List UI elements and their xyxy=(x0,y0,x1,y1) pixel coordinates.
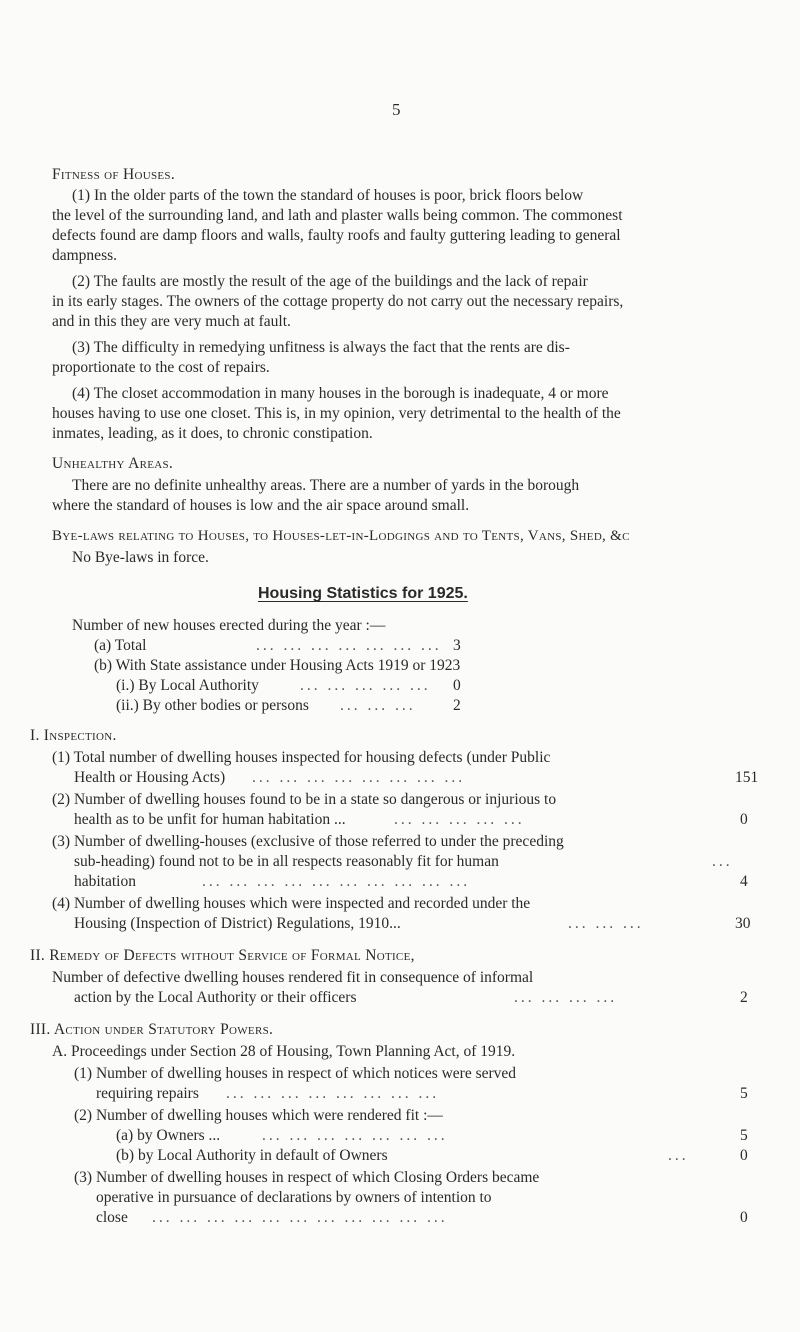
fitness-p3-line1: (3) The difficulty in remedying unfitness is always the fact that the rents are dis- xyxy=(72,339,570,356)
by-other-bodies-label: (ii.) By other bodies or persons xyxy=(116,697,309,714)
action-q1-value: 5 xyxy=(740,1085,748,1102)
inspection-q2-value: 0 xyxy=(740,811,748,828)
leader-dots: ... xyxy=(668,1147,689,1164)
fitness-p4-line1: (4) The closet accommodation in many houses in the borough is inadequate, 4 or more xyxy=(72,385,609,402)
action-q2-line: (2) Number of dwelling houses which were rendered fit :— xyxy=(74,1107,443,1124)
housing-statistics-title: Housing Statistics for 1925. xyxy=(258,585,468,602)
fitness-p1-line1: (1) In the older parts of the town the standard of houses is poor, brick floors below xyxy=(72,187,584,204)
action-q2a-label: (a) by Owners ... xyxy=(116,1127,221,1144)
action-q3-line2: operative in pursuance of declarations by owners of intention to xyxy=(96,1189,492,1206)
fitness-p1-line4: dampness. xyxy=(52,247,118,264)
leader-dots: ... ... ... xyxy=(340,697,416,714)
inspection-q2-line1: (2) Number of dwelling houses found to be in a state so dangerous or injurious to xyxy=(52,791,557,808)
leader-dots: ... ... ... ... xyxy=(514,989,618,1006)
unhealthy-line1: There are no definite unhealthy areas. There are a number of yards in the borough xyxy=(72,477,580,494)
leader-dots: ... ... ... ... ... ... ... xyxy=(262,1127,448,1144)
byelaws-line: No Bye-laws in force. xyxy=(72,549,209,566)
leader-dots: ... ... ... ... ... xyxy=(300,677,431,694)
by-other-bodies-value: 2 xyxy=(453,697,461,714)
page-number: 5 xyxy=(392,100,401,119)
fitness-p2-line2: in its early stages. The owners of the cottage property do not carry out the necessary repairs, xyxy=(52,293,624,310)
inspection-q3-line3: habitation xyxy=(74,873,136,890)
remedy-value: 2 xyxy=(740,989,748,1006)
by-local-authority-value: 0 xyxy=(453,677,461,694)
fitness-p4-line2: houses having to use one closet. This is, in my opinion, very detrimental to the health of the xyxy=(52,405,621,422)
fitness-p2-line1: (2) The faults are mostly the result of the age of the buildings and the lack of repair xyxy=(72,273,588,290)
fitness-p2-line3: and in this they are very much at fault. xyxy=(52,313,291,330)
inspection-q3-value: 4 xyxy=(740,873,748,890)
byelaws-heading: Bye-laws relating to Houses, to Houses-let-in-Lodgings and to Tents, Vans, Shed, &c xyxy=(52,528,630,544)
new-houses-total-label: (a) Total xyxy=(94,637,147,654)
leader-dots: ... ... ... ... ... ... ... ... ... ... xyxy=(202,873,471,890)
leader-dots: ... ... ... ... ... ... ... ... xyxy=(226,1085,440,1102)
inspection-q4-line1: (4) Number of dwelling houses which were inspected and recorded under the xyxy=(52,895,531,912)
state-assistance-label: (b) With State assistance under Housing Acts 1919 or 1923 xyxy=(94,657,461,674)
inspection-q1-line2: Health or Housing Acts) xyxy=(74,769,226,786)
fitness-heading: Fitness of Houses. xyxy=(52,166,176,183)
leader-dots: ... ... ... ... ... ... ... ... ... ... ... xyxy=(152,1209,448,1226)
fitness-p4-line3: inmates, leading, as it does, to chronic constipation. xyxy=(52,425,373,442)
action-q2a-value: 5 xyxy=(740,1127,748,1144)
inspection-q2-line2: health as to be unfit for human habitation ... xyxy=(74,811,346,828)
action-q3-value: 0 xyxy=(740,1209,748,1226)
inspection-q3-line1: (3) Number of dwelling-houses (exclusive of those referred to under the preceding xyxy=(52,833,564,850)
action-q3-line1: (3) Number of dwelling houses in respect of which Closing Orders became xyxy=(74,1169,540,1186)
new-houses-total-value: 3 xyxy=(453,637,461,654)
action-q3-line3: close xyxy=(96,1209,128,1226)
fitness-p1-line3: defects found are damp floors and walls, faulty roofs and faulty guttering leading to general xyxy=(52,227,621,244)
remedy-line2: action by the Local Authority or their officers xyxy=(74,989,357,1006)
inspection-q4-value: 30 xyxy=(735,915,751,932)
fitness-p3-line2: proportionate to the cost of repairs. xyxy=(52,359,270,376)
inspection-q1-line1: (1) Total number of dwelling houses inspected for housing defects (under Public xyxy=(52,749,551,766)
unhealthy-heading: Unhealthy Areas. xyxy=(52,455,174,472)
unhealthy-line2: where the standard of houses is low and the air space around small. xyxy=(52,497,470,514)
leader-dots: ... ... ... ... ... ... ... xyxy=(256,637,442,654)
action-a-line: A. Proceedings under Section 28 of Housing, Town Planning Act, of 1919. xyxy=(52,1043,516,1060)
action-heading: III. Action under Statutory Powers. xyxy=(30,1021,274,1038)
new-houses-intro: Number of new houses erected during the year :— xyxy=(72,617,386,634)
inspection-q1-value: 151 xyxy=(735,769,759,786)
leader-dots: ... xyxy=(712,853,733,870)
leader-dots: ... ... ... xyxy=(568,915,644,932)
action-q2b-label: (b) by Local Authority in default of Owners xyxy=(116,1147,388,1164)
by-local-authority-label: (i.) By Local Authority xyxy=(116,677,259,694)
leader-dots: ... ... ... ... ... xyxy=(394,811,525,828)
remedy-heading: II. Remedy of Defects without Service of Formal Notice, xyxy=(30,947,415,964)
inspection-q4-line2: Housing (Inspection of District) Regulations, 1910... xyxy=(74,915,401,932)
inspection-heading: I. Inspection. xyxy=(30,727,117,744)
fitness-p1-line2: the level of the surrounding land, and lath and plaster walls being common. The commonest xyxy=(52,207,623,224)
action-q2b-value: 0 xyxy=(740,1147,748,1164)
inspection-q3-line2: sub-heading) found not to be in all respects reasonably fit for human xyxy=(74,853,499,870)
action-q1-line2: requiring repairs xyxy=(96,1085,199,1102)
leader-dots: ... ... ... ... ... ... ... ... xyxy=(252,769,466,786)
remedy-line1: Number of defective dwelling houses rendered fit in consequence of informal xyxy=(52,969,534,986)
action-q1-line1: (1) Number of dwelling houses in respect of which notices were served xyxy=(74,1065,517,1082)
